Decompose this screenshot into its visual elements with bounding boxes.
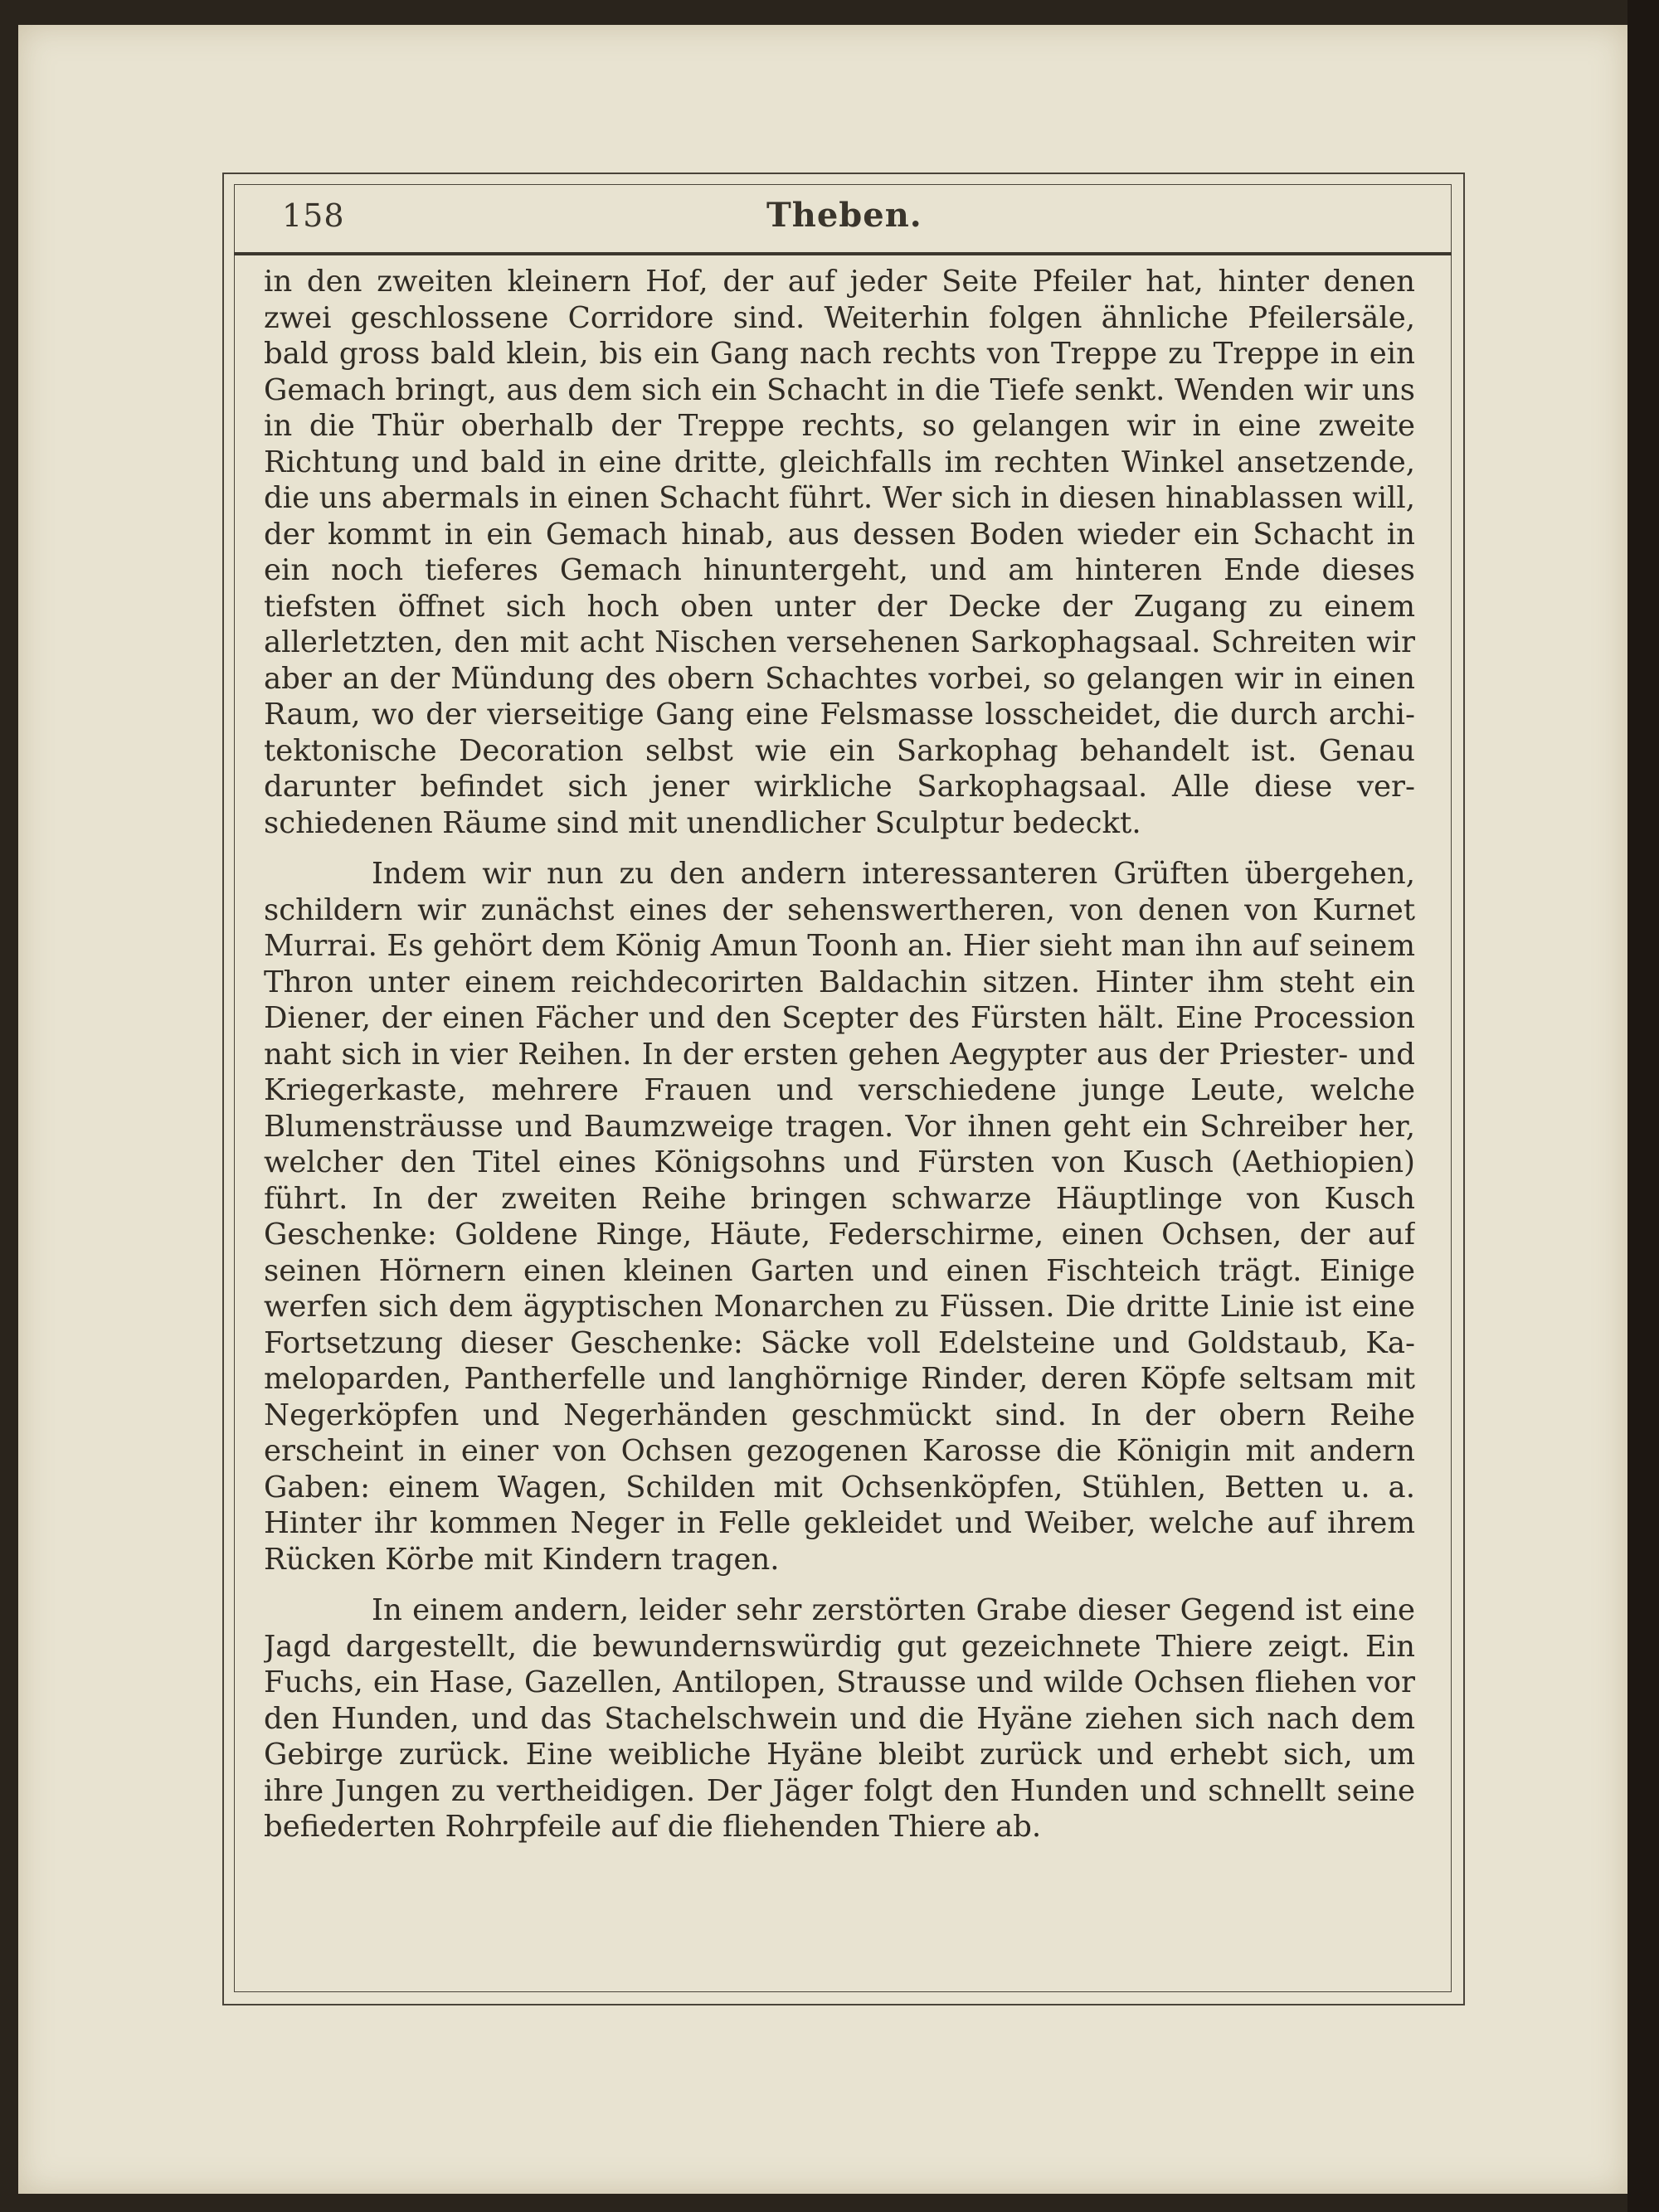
paragraph-1: in den zweiten kleinern Hof, der auf jeder Seite Pfeiler hat, hinter denen zwei geschlossene Corridore sind. Weiterhin folgen ähnliche Pfeilersäle, bald gross bald klein, bis ein Gang nach rechts von Treppe zu Treppe in ein Gemach bringt, aus dem sich ein Schacht in die Tiefe senkt. Wenden wir uns in die Thür oberhalb der Treppe rechts, so gelangen wir in eine zweite Richtung und bald in eine dritte, gleichfalls im rechten Winkel ansetzende, die uns abermals in einen Schacht führt. Wer sich in diesen hinablassen will, der kommt in ein Gemach hinab, aus dessen Boden wieder ein Schacht in ein noch tieferes Gemach hinuntergeht, und am hinteren Ende dieses tiefsten öffnet sich hoch oben unter der Decke der Zugang zu einem allerletzten, den mit acht Nischen versehenen Sarkophagsaal. Schreiten wir aber an der Mündung des obern Schachtes vorbei, so gelangen wir in einen Raum, wo der vierseitige Gang eine Felsmasse losscheidet, die durch architektonische Decoration selbst wie ein Sarkophag behandelt ist. Genau darunter befindet sich jener wirkliche Sarkophagsaal. Alle diese verschiedenen Räume sind mit unendlicher Sculptur bedeckt. [264,265,1415,840]
body-text [264,264,1415,1977]
paragraph-3: In einem andern, leider sehr zerstörten Grabe dieser Gegend ist eine Jagd dargestellt, die bewundernswürdig gut gezeichnete Thiere zeigt. Ein Fuchs, ein Hase, Gazellen, Antilopen, Strausse und wilde Ochsen fliehen vor den Hunden, und das Stachelschwein und die Hyäne ziehen sich nach dem Gebirge zurück. Eine weibliche Hyäne bleibt zurück und erhebt sich, um ihre Jungen zu vertheidigen. Der Jäger folgt den Hunden und schnellt seine befiederten Rohrpfeile auf die fliehenden Thiere ab. [264,1593,1415,1844]
header-rule [234,252,1452,255]
page-number: 158 [282,197,345,234]
paragraph-2: Indem wir nun zu den andern interessanteren Grüften übergehen, schildern wir zunächst eines der sehenswertheren, von denen von Kurnet Murrai. Es gehört dem König Amun Toonh an. Hier sieht man ihn auf seinem Thron unter einem reichdecorirten Baldachin sitzen. Hinter ihm steht ein Diener, der einen Fächer und den Scepter des Fürsten hält. Eine Procession naht sich in vier Reihen. In der ersten gehen Aegypter aus der Priester- und Kriegerkaste, mehrere Frauen und verschiedene junge Leute, welche Blumensträusse und Baumzweige tragen. Vor ihnen geht ein Schreiber her, welcher den Titel eines Königsohns und Fürsten von Kusch (Aethiopien) führt. In der zweiten Reihe bringen schwarze Häuptlinge von Kusch Geschenke: Goldene Ringe, Häute, Federschirme, einen Ochsen, der auf seinen Hörnern einen kleinen Garten und einen Fischteich trägt. Einige werfen sich dem ägyptischen Monarchen zu Füssen. Die dritte Linie ist eine Fortsetzung dieser Geschenke: Säcke voll Edelsteine und Goldstaub, Kameloparden, Pantherfelle und langhörnige Rinder, deren Köpfe seltsam mit Negerköpfen und Negerhänden geschmückt sind. In der obern Reihe erscheint in einer von Ochsen gezogenen Karosse die Königin mit andern Gaben: einem Wagen, Schilden mit Ochsenköpfen, Stühlen, Betten u. a. Hinter ihr kommen Neger in Felle gekleidet und Weiber, welche auf ihrem Rücken Körbe mit Kindern tragen. [264,857,1415,1577]
book-spine [1627,0,1659,2212]
running-head-title: Theben. [766,196,922,235]
